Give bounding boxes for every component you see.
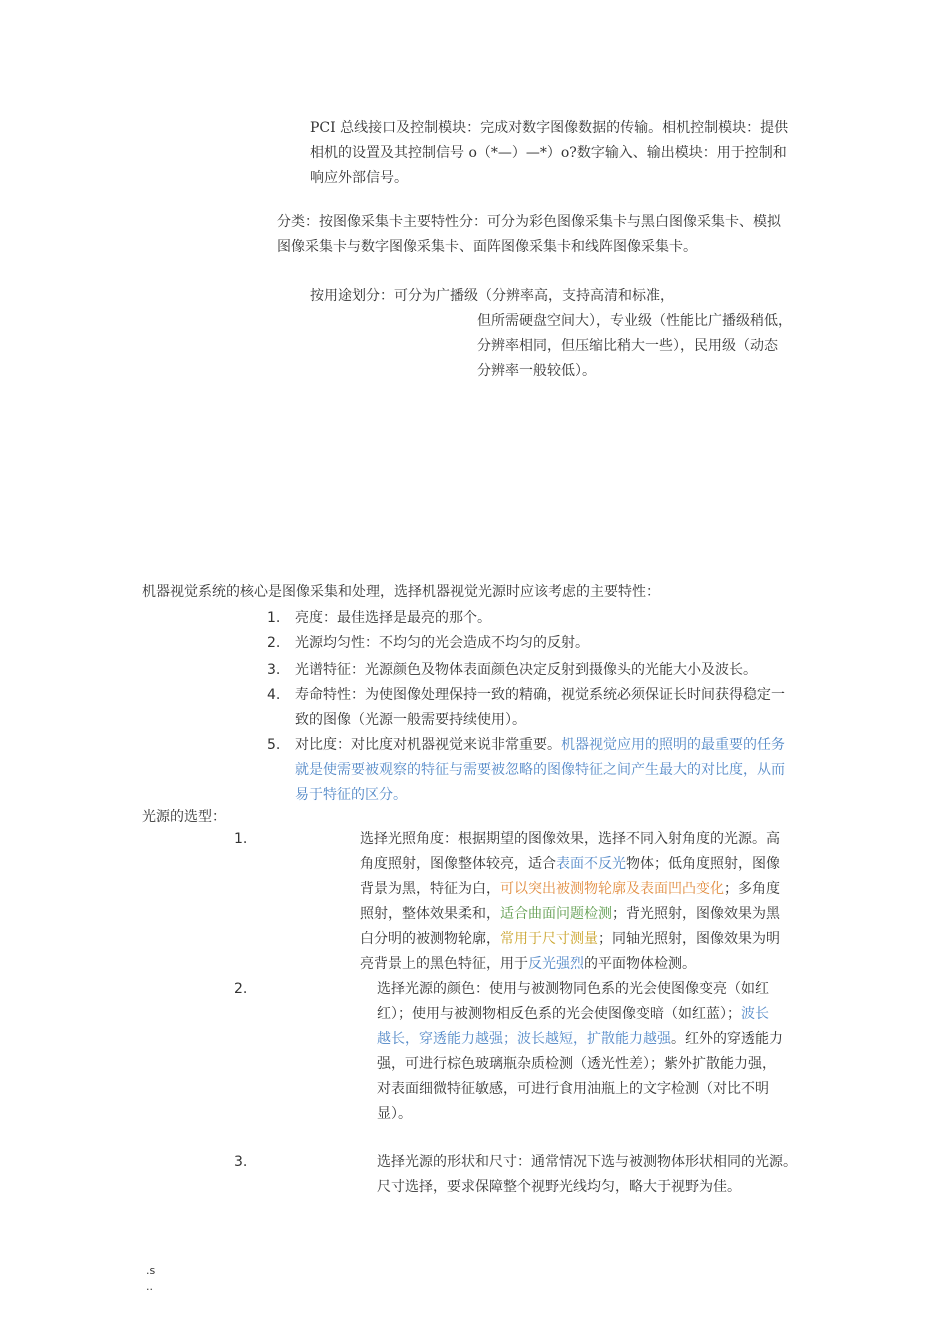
feature-item-spectrum: 光谱特征：光源颜色及物体表面颜色决定反射到摄像头的光能大小及波长。 <box>295 662 757 678</box>
selection-heading: 光源的选型： <box>142 809 226 825</box>
list-number: 5. <box>267 737 281 753</box>
text-line: 分类：按图像采集卡主要特性分：可分为彩色图像采集卡与黑白图像采集卡、模拟 <box>277 214 781 230</box>
highlight-text: 可以突出被测物轮廓及表面凹凸变化 <box>500 881 724 897</box>
selection-item-shape <box>377 1150 797 1200</box>
text-line: 显）。 <box>377 1106 412 1122</box>
text-line: 选择光源的形状和尺寸：通常情况下选与被测物体形状相同的光源。 <box>377 1154 797 1170</box>
text-line: 对表面细微特征敏感，可进行食用油瓶上的文字检测（对比不明 <box>377 1081 769 1097</box>
text-line: 但所需硬盘空间大），专业级（性能比广播级稍低， <box>477 313 792 329</box>
classification-paragraph <box>277 210 781 260</box>
list-number: 4. <box>267 687 281 703</box>
text-line: PCI 总线接口及控制模块：完成对数字图像数据的传输。相机控制模块：提供 <box>310 120 789 136</box>
footer-mark: .s <box>146 1264 156 1277</box>
usage-continuation <box>477 309 792 384</box>
pci-paragraph <box>310 116 788 191</box>
features-intro: 机器视觉系统的核心是图像采集和处理，选择机器视觉光源时应该考虑的主要特性： <box>142 584 660 600</box>
text-line: 致的图像（光源一般需要持续使用）。 <box>295 712 526 728</box>
list-number: 2. <box>234 981 248 997</box>
highlight-text: 就是使需要被观察的特征与需要被忽略的图像特征之间产生最大的对比度，从而 <box>295 762 785 778</box>
feature-item-contrast <box>295 733 785 808</box>
selection-item-angle: 选择光照角度：根据期望的图像效果，选择不同入射角度的光源。高 角度照射，图像整体较亮，适合表面不反光物体；低角度照射，图像 背景为黑，特征为白，可以突出被测物轮廓及表面凹凸变化；多角度 照射，整体效果柔和，适合曲面问题检测；背光照射，图像效果为黑 白分明的被测物轮廓，常用于尺寸测量；同轴光照射，图像效果为明 亮背景上的黑色特征，用于反光强烈的平面物体检测。 <box>360 827 780 977</box>
text-line: 分辨率一般较低）。 <box>477 363 596 379</box>
feature-item-uniformity: 光源均匀性：不均匀的光会造成不均匀的反射。 <box>295 635 589 651</box>
highlight-text: 机器视觉应用的照明的最重要的任务 <box>561 737 785 753</box>
text-line: 响应外部信号。 <box>310 170 408 186</box>
text-line: 选择光照角度：根据期望的图像效果，选择不同入射角度的光源。高 <box>360 831 780 847</box>
list-number: 2. <box>267 635 281 651</box>
list-number: 1. <box>234 831 248 847</box>
footer-mark: .. <box>146 1280 153 1293</box>
highlight-text: 易于特征的区分。 <box>295 787 407 803</box>
selection-item-color: 选择光源的颜色：使用与被测物同色系的光会使图像变亮（如红 红）；使用与被测物相反色系的光会使图像变暗（如红蓝）；波长 越长，穿透能力越强；波长越短，扩散能力越强。红外的穿透能力 强，可进行棕色玻璃瓶杂质检测（透光性差）；紫外扩散能力强， 对表面细微特征敏感，可进行食用油瓶上的文字检测（对比不明 显）。 <box>377 977 783 1127</box>
highlight-text: 波长 <box>741 1006 769 1022</box>
feature-item-lifetime <box>295 683 785 733</box>
usage-first-line: 按用途划分：可分为广播级（分辨率高，支持高清和标准， <box>310 288 674 304</box>
feature-item-brightness: 亮度：最佳选择是最亮的那个。 <box>295 610 491 626</box>
text-line: 尺寸选择，要求保障整个视野光线均匀，略大于视野为佳。 <box>377 1179 741 1195</box>
list-number: 1. <box>267 610 281 626</box>
text-line: 图像采集卡与数字图像采集卡、面阵图像采集卡和线阵图像采集卡。 <box>277 239 697 255</box>
highlight-text: 常用于尺寸测量 <box>500 931 598 947</box>
highlight-text: 表面不反光 <box>556 856 626 872</box>
highlight-text: 反光强烈 <box>528 956 584 972</box>
list-number: 3. <box>267 662 281 678</box>
text-line: 寿命特性：为使图像处理保持一致的精确，视觉系统必须保证长时间获得稳定一 <box>295 687 785 703</box>
text-line: 相机的设置及其控制信号 o（*—）—*）o?数字输入、输出模块：用于控制和 <box>310 145 787 161</box>
text-line: 选择光源的颜色：使用与被测物同色系的光会使图像变亮（如红 <box>377 981 769 997</box>
text-line: 强，可进行棕色玻璃瓶杂质检测（透光性差）；紫外扩散能力强， <box>377 1056 776 1072</box>
highlight-text: 适合曲面问题检测 <box>500 906 612 922</box>
list-number: 3. <box>234 1154 248 1170</box>
text-line: 分辨率相同，但压缩比稍大一些），民用级（动态 <box>477 338 778 354</box>
text-span: 对比度：对比度对机器视觉来说非常重要。 <box>295 737 561 753</box>
highlight-text: 越长，穿透能力越强；波长越短，扩散能力越强 <box>377 1031 671 1047</box>
